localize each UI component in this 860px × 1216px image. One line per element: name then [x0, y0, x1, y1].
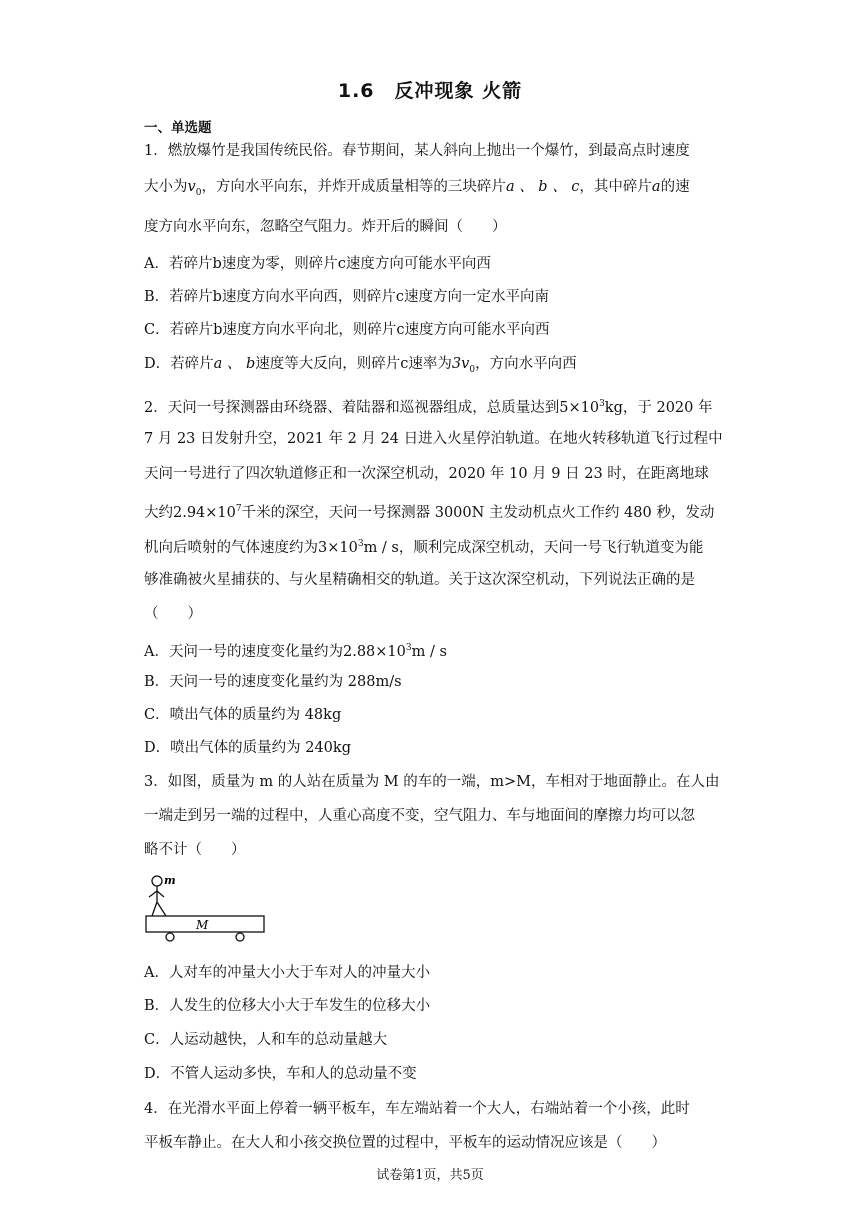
page-title: 1.6 反冲现象 火箭	[337, 80, 523, 102]
q3-option-a: A．人对车的冲量大小大于车对人的冲量大小	[144, 965, 430, 981]
q3-option-d: D．不管人运动多快，车和人的总动量不变	[144, 1066, 417, 1082]
q4-line-2: 平板车静止。在大人和小孩交换位置的过程中，平板车的运动情况应该是（ ）	[144, 1135, 666, 1151]
q2-line-3: 天问一号进行了四次轨道修正和一次深空机动，2020 年 10 月 9 日 23 时，在距离地球	[144, 466, 709, 482]
q2-line-6: 够准确被火星捕获的、与火星精确相交的轨道。关于这次深空机动，下列说法正确的是	[144, 572, 695, 588]
q2-option-b: B．天问一号的速度变化量约为 288m/s	[144, 674, 402, 690]
person-head	[152, 876, 162, 886]
q2-line-5: 机向后喷射的气体速度约为$3\times 10^3m / s$，顺利完成深空机动，天问一号飞行轨道变为能	[144, 539, 704, 556]
q1-option-a: A．若碎片b速度为零，则碎片c速度方向可能水平向西	[144, 256, 491, 272]
q3-option-c: C．人运动越快，人和车的总动量越大	[144, 1032, 388, 1048]
person-mass-label: m	[164, 874, 176, 887]
section-heading: 一、单选题	[144, 120, 212, 136]
q2-line-4: 大约$2.94\times 10^7$千米的深空，天问一号探测器 3000N 主发动机点火工作约 480 秒，发动	[144, 504, 715, 521]
q2-line-2: 7 月 23 日发射升空，2021 年 2 月 24 日进入火星停泊轨道。在地火转移轨道飞行过程中	[144, 431, 723, 447]
q1-option-b: B．若碎片b速度方向水平向西，则碎片c速度方向一定水平向南	[144, 289, 550, 305]
q4-line-1: 4．在光滑水平面上停着一辆平板车，车左端站着一个大人，右端站着一个小孩，此时	[144, 1101, 690, 1117]
person-right-arm	[157, 891, 164, 897]
q2-option-a: A．天问一号的速度变化量约为$2.88\times 10^3m / s$	[144, 643, 447, 660]
q3-line-2: 一端走到另一端的过程中，人重心高度不变，空气阻力、车与地面间的摩擦力均可以忽	[144, 808, 695, 824]
q3-line-1: 3．如图，质量为 m 的人站在质量为 M 的车的一端，m>M，车相对于地面静止。在人由	[144, 774, 720, 790]
q1-line-1: 1．燃放爆竹是我国传统民俗。春节期间，某人斜向上抛出一个爆竹，到最高点时速度	[144, 143, 690, 159]
person-cart-figure	[144, 872, 268, 946]
q2-line-7: （ ）	[144, 606, 202, 622]
page-footer: 试卷第1页，共5页	[376, 1168, 484, 1183]
cart-mass-label: M	[196, 918, 209, 932]
q3-option-b: B．人发生的位移大小大于车发生的位移大小	[144, 998, 431, 1014]
q2-line-1: 2．天问一号探测器由环绕器、着陆器和巡视器组成，总质量达到$5\times 10^3kg$，于 2020 年	[144, 399, 713, 416]
q2-option-c: C．喷出气体的质量约为 48kg	[144, 707, 342, 723]
person-left-arm	[149, 891, 157, 897]
cart-left-wheel	[166, 933, 174, 941]
q2-option-d: D．喷出气体的质量约为 240kg	[144, 740, 351, 756]
q1-option-d: D．若碎片a 、 b速度等大反向，则碎片c速率为$3v_0$，方向水平向西	[144, 356, 577, 375]
cart-right-wheel	[236, 933, 244, 941]
person-right-leg	[157, 902, 166, 916]
q1-option-c: C．若碎片b速度方向水平向北，则碎片c速度方向可能水平向西	[144, 322, 550, 338]
person-left-leg	[152, 902, 157, 916]
q3-line-3: 略不计（ ）	[144, 842, 246, 858]
q1-line-3: 度方向水平向东，忽略空气阻力。炸开后的瞬间（ ）	[144, 219, 507, 235]
q1-line-2: 大小为$v_0$，方向水平向东，并炸开成质量相等的三块碎片a 、 b 、 c，其中碎片a的速	[144, 179, 690, 198]
